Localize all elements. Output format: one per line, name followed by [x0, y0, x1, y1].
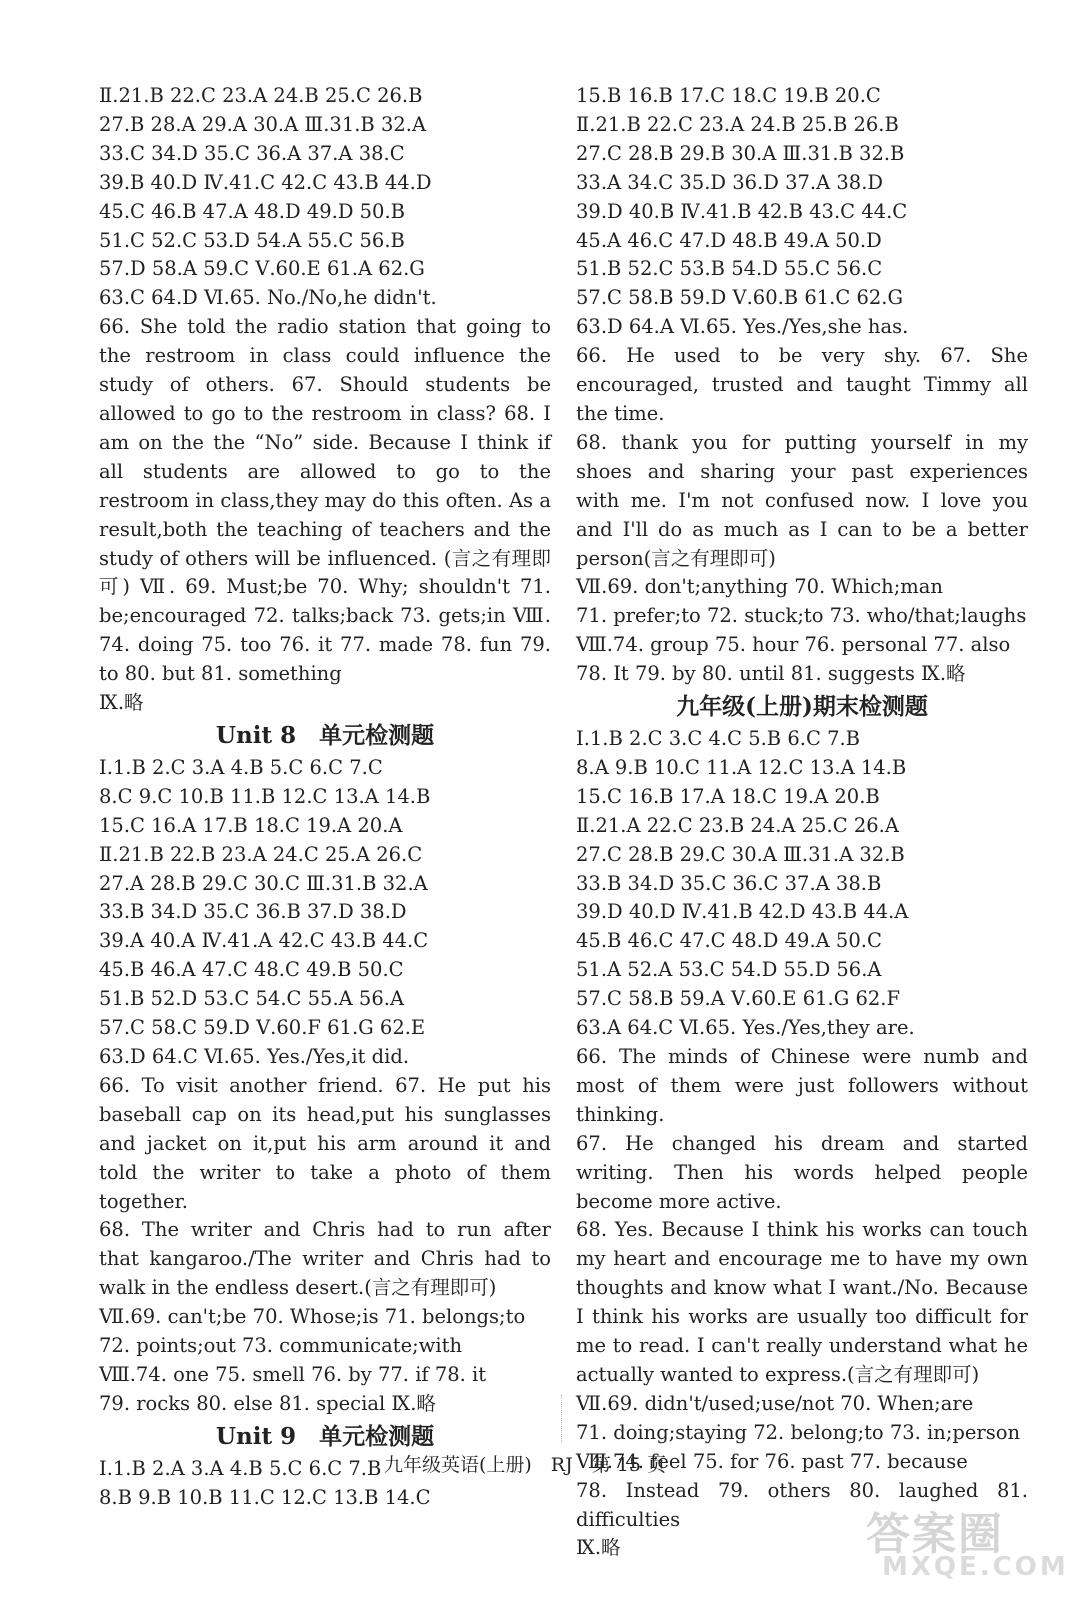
- answer-line: Ⅱ.21.B 22.C 23.A 24.B 25.C 26.B: [99, 84, 423, 107]
- answer-line: Ⅸ.略: [99, 691, 144, 715]
- answer-line: 63.D 64.A Ⅵ.65. Yes./Yes,she has.: [576, 315, 909, 339]
- answer-line: 45.C 46.B 47.A 48.D 49.D 50.B: [99, 199, 405, 223]
- answer-line: 71. prefer;to 72. stuck;to 73. who/that;laughs: [576, 604, 1027, 628]
- answer-line: 71. doing;staying 72. belong;to 73. in;person: [576, 1420, 1021, 1444]
- right-column: [576, 82, 1028, 1563]
- answer-line: 33.B 34.D 35.C 36.C 37.A 38.B: [576, 871, 882, 895]
- answer-line: 8.B 9.B 10.B 11.C 12.C 13.B 14.C: [99, 1485, 431, 1509]
- answer-line: 68. Yes. Because I think his works can touch my heart and encourage me to have my own thoughts and know what I want./No. Because I think his works are usually too difficult for me to read. I can't really understand what he actually wanted to express.(言之有理即可): [576, 1218, 1028, 1386]
- answer-line: 33.B 34.D 35.C 36.B 37.D 38.D: [99, 900, 407, 924]
- answer-line: Ⅶ.69. can't;be 70. Whose;is 71. belongs;to: [99, 1305, 526, 1329]
- answer-line: Ⅸ.略: [576, 1536, 621, 1560]
- answer-line: 63.D 64.C Ⅵ.65. Yes./Yes,it did.: [99, 1045, 410, 1068]
- answer-line: 27.C 28.B 29.C 30.A Ⅲ.31.A 32.B: [576, 842, 905, 866]
- answer-line: 57.C 58.C 59.D Ⅴ.60.F 61.G 62.E: [99, 1016, 426, 1040]
- answer-line: 68. thank you for putting yourself in my shoes and sharing your past experiences with me. I'm not confused now. I love you and I'll do as much as I can to be a better person(言之有理即可): [576, 430, 1028, 570]
- answer-line: 51.A 52.A 53.C 54.D 55.D 56.A: [576, 958, 882, 982]
- answer-line: 39.D 40.D Ⅳ.41.B 42.D 43.B 44.A: [576, 900, 909, 924]
- left-column: [99, 82, 551, 1513]
- answer-line: 57.C 58.B 59.A Ⅴ.60.E 61.G 62.F: [576, 987, 901, 1011]
- answer-line: Ⅷ.74. one 75. smell 76. by 77. if 78. it: [99, 1362, 487, 1386]
- answer-line: 45.A 46.C 47.D 48.B 49.A 50.D: [576, 228, 882, 252]
- answer-line: 57.D 58.A 59.C Ⅴ.60.E 61.A 62.G: [99, 257, 425, 281]
- answer-line: 78. Instead 79. others 80. laughed 81. difficulties: [576, 1478, 1028, 1531]
- answer-line: 67. He changed his dream and started writing. Then his words helped people become more active.: [576, 1131, 1028, 1213]
- watermark-en: MXQE.COM: [882, 1552, 1069, 1582]
- answer-line: 27.A 28.B 29.C 30.C Ⅲ.31.B 32.A: [99, 871, 428, 895]
- watermark-logo: [856, 1494, 1069, 1590]
- answer-line: 66. The minds of Chinese were numb and most of them were just followers without thinking.: [576, 1045, 1028, 1126]
- answer-line: 66. To visit another friend. 67. He put his baseball cap on its head,put his sunglasses and jacket on it,put his arm around it and told the writer to take a photo of them together.: [99, 1073, 551, 1213]
- answer-line: 63.C 64.D Ⅵ.65. No./No,he didn't.: [99, 286, 437, 310]
- answer-line: 57.C 58.B 59.D Ⅴ.60.B 61.C 62.G: [576, 286, 904, 310]
- answer-line: 27.C 28.B 29.B 30.A Ⅲ.31.B 32.B: [576, 141, 905, 165]
- section-heading: 九年级(上册)期末检测题: [676, 693, 928, 721]
- answer-line: 51.C 52.C 53.D 54.A 55.C 56.B: [99, 228, 405, 252]
- answer-line: Ⅰ.1.B 2.C 3.C 4.C 5.B 6.C 7.B: [576, 727, 860, 751]
- answer-line: Ⅷ.74. feel 75. for 76. past 77. because: [576, 1449, 968, 1473]
- answer-line: 45.B 46.C 47.C 48.D 49.A 50.C: [576, 929, 882, 953]
- answer-line: 39.D 40.B Ⅳ.41.B 42.B 43.C 44.C: [576, 199, 908, 223]
- answer-line: 27.B 28.A 29.A 30.A Ⅲ.31.B 32.A: [99, 112, 427, 136]
- answer-line: 78. It 79. by 80. until 81. suggests Ⅸ.略: [576, 662, 966, 686]
- answer-line: Ⅱ.21.A 22.C 23.B 24.A 25.C 26.A: [576, 813, 899, 837]
- answer-line: 8.C 9.C 10.B 11.B 12.C 13.A 14.B: [99, 784, 431, 808]
- answer-line: 79. rocks 80. else 81. special Ⅸ.略: [99, 1391, 436, 1415]
- answer-line: Ⅱ.21.B 22.B 23.A 24.C 25.A 26.C: [99, 842, 423, 866]
- answer-line: 15.B 16.B 17.C 18.C 19.B 20.C: [576, 84, 881, 107]
- answer-line: 8.A 9.B 10.C 11.A 12.C 13.A 14.B: [576, 755, 907, 779]
- answer-line: 63.A 64.C Ⅵ.65. Yes./Yes,they are.: [576, 1016, 915, 1040]
- answer-line: 39.A 40.A Ⅳ.41.A 42.C 43.B 44.C: [99, 929, 429, 953]
- answer-line: 39.B 40.D Ⅳ.41.C 42.C 43.B 44.D: [99, 170, 432, 194]
- column-divider: [561, 1395, 562, 1443]
- answer-line: 51.B 52.C 53.B 54.D 55.C 56.C: [576, 257, 883, 281]
- answer-line: Ⅶ.69. didn't/used;use/not 70. When;are: [576, 1391, 974, 1415]
- watermark-cn: 答案圈: [866, 1509, 1004, 1560]
- section-heading: Unit 9 单元检测题: [215, 1422, 435, 1450]
- answer-line: 51.B 52.D 53.C 54.C 55.A 56.A: [99, 987, 405, 1011]
- answer-line: Ⅰ.1.B 2.C 3.A 4.B 5.C 6.C 7.C: [99, 755, 383, 779]
- answer-line: 33.C 34.D 35.C 36.A 37.A 38.C: [99, 141, 405, 165]
- answer-line: 72. points;out 73. communicate;with: [99, 1334, 462, 1358]
- answer-line: Ⅷ.74. group 75. hour 76. personal 77. also: [576, 633, 1011, 657]
- section-heading: Unit 8 单元检测题: [215, 721, 435, 749]
- answer-line: 15.C 16.B 17.A 18.C 19.A 20.B: [576, 784, 880, 808]
- answer-line: 66. She told the radio station that going to the restroom in class could influence the study of others. 67. Should students be allowed to go to the restroom in class? 68. I am on the the “No” side. Because I think if all students are allowed to go to the restroom in class,they may do this often. As a result,both the teaching of teachers and the study of others will be influenced. (言之有理即可) Ⅶ. 69. Must;be 70. Why; shouldn't 71. be;encouraged 72. talks;back 73. gets;in Ⅷ. 74. doing 75. too 76. it 77. made 78. fun 79. to 80. but 81. something: [99, 315, 551, 686]
- answer-line: 66. He used to be very shy. 67. She encouraged, trusted and taught Timmy all the time.: [576, 344, 1028, 425]
- answer-line: Ⅰ.1.B 2.A 3.A 4.B 5.C 6.C 7.B: [99, 1456, 382, 1480]
- answer-line: 33.A 34.C 35.D 36.D 37.A 38.D: [576, 170, 884, 194]
- answer-line: 15.C 16.A 17.B 18.C 19.A 20.A: [99, 813, 403, 837]
- answer-line: 68. The writer and Chris had to run after that kangaroo./The writer and Chris had to walk in the endless desert.(言之有理即可): [99, 1218, 551, 1300]
- page-footer: 九年级英语(上册) RJ 第 15 页: [383, 1454, 666, 1476]
- answer-line: Ⅱ.21.B 22.C 23.A 24.B 25.B 26.B: [576, 112, 899, 136]
- answer-line: 45.B 46.A 47.C 48.C 49.B 50.C: [99, 958, 404, 982]
- answer-line: Ⅶ.69. don't;anything 70. Which;man: [576, 575, 943, 599]
